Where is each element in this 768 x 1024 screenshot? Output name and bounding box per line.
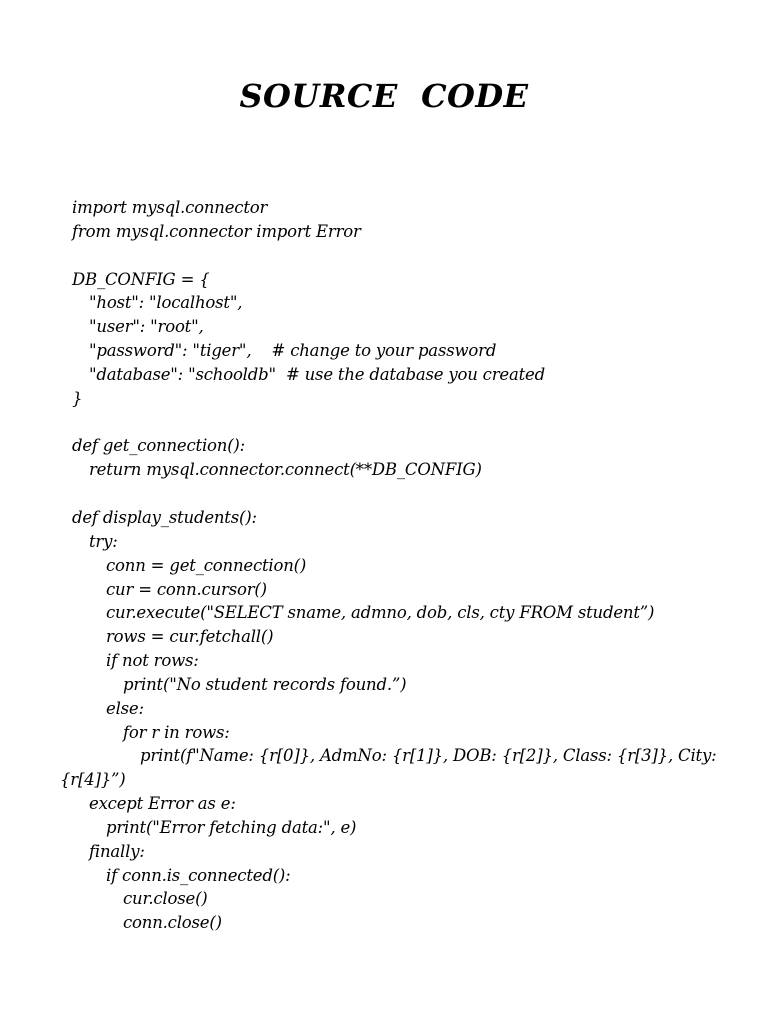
code-line: "password": "tiger", # change to your password	[89, 341, 497, 361]
code-line: except Error as e:	[89, 794, 236, 814]
code-line: print("Error fetching data:", e)	[106, 817, 357, 837]
code-line: else:	[106, 698, 144, 718]
code-line: if not rows:	[106, 651, 199, 671]
code-line: if conn.is_connected():	[106, 865, 291, 885]
code-line: {r[4]}”)	[60, 770, 126, 790]
code-line: "user": "root",	[89, 317, 204, 337]
code-line: print("No student records found.”)	[123, 674, 407, 694]
code-line: conn.close()	[123, 913, 222, 933]
code-line: DB_CONFIG = {	[72, 269, 210, 289]
code-line: import mysql.connector	[72, 198, 268, 217]
code-line: cur = conn.cursor()	[106, 579, 267, 599]
code-line: print(f"Name: {r[0]}, AdmNo: {r[1]}, DOB: {r[2]}, Class: {r[3]}, City:	[140, 746, 717, 766]
code-line	[72, 244, 752, 268]
code-line: rows = cur.fetchall()	[106, 627, 274, 647]
code-line: }	[72, 388, 83, 408]
code-line: cur.close()	[123, 889, 208, 909]
code-line: cur.execute("SELECT sname, admno, dob, cls, cty FROM student”)	[106, 603, 655, 623]
code-line	[72, 411, 752, 435]
source-code-block	[60, 196, 752, 935]
code-line	[72, 482, 752, 506]
page-title: SOURCE CODE	[239, 77, 529, 115]
code-line: conn = get_connection()	[106, 555, 307, 575]
code-line: "host": "localhost",	[89, 293, 243, 313]
code-line: return mysql.connector.connect(**DB_CONFIG)	[89, 460, 482, 480]
code-line: for r in rows:	[123, 722, 230, 742]
code-line: try:	[89, 531, 118, 551]
code-line: def display_students():	[72, 507, 257, 527]
code-line: finally:	[89, 841, 145, 861]
code-line: from mysql.connector import Error	[72, 221, 361, 241]
code-line: "database": "schooldb" # use the database you created	[89, 364, 545, 384]
code-line: def get_connection():	[72, 436, 246, 456]
